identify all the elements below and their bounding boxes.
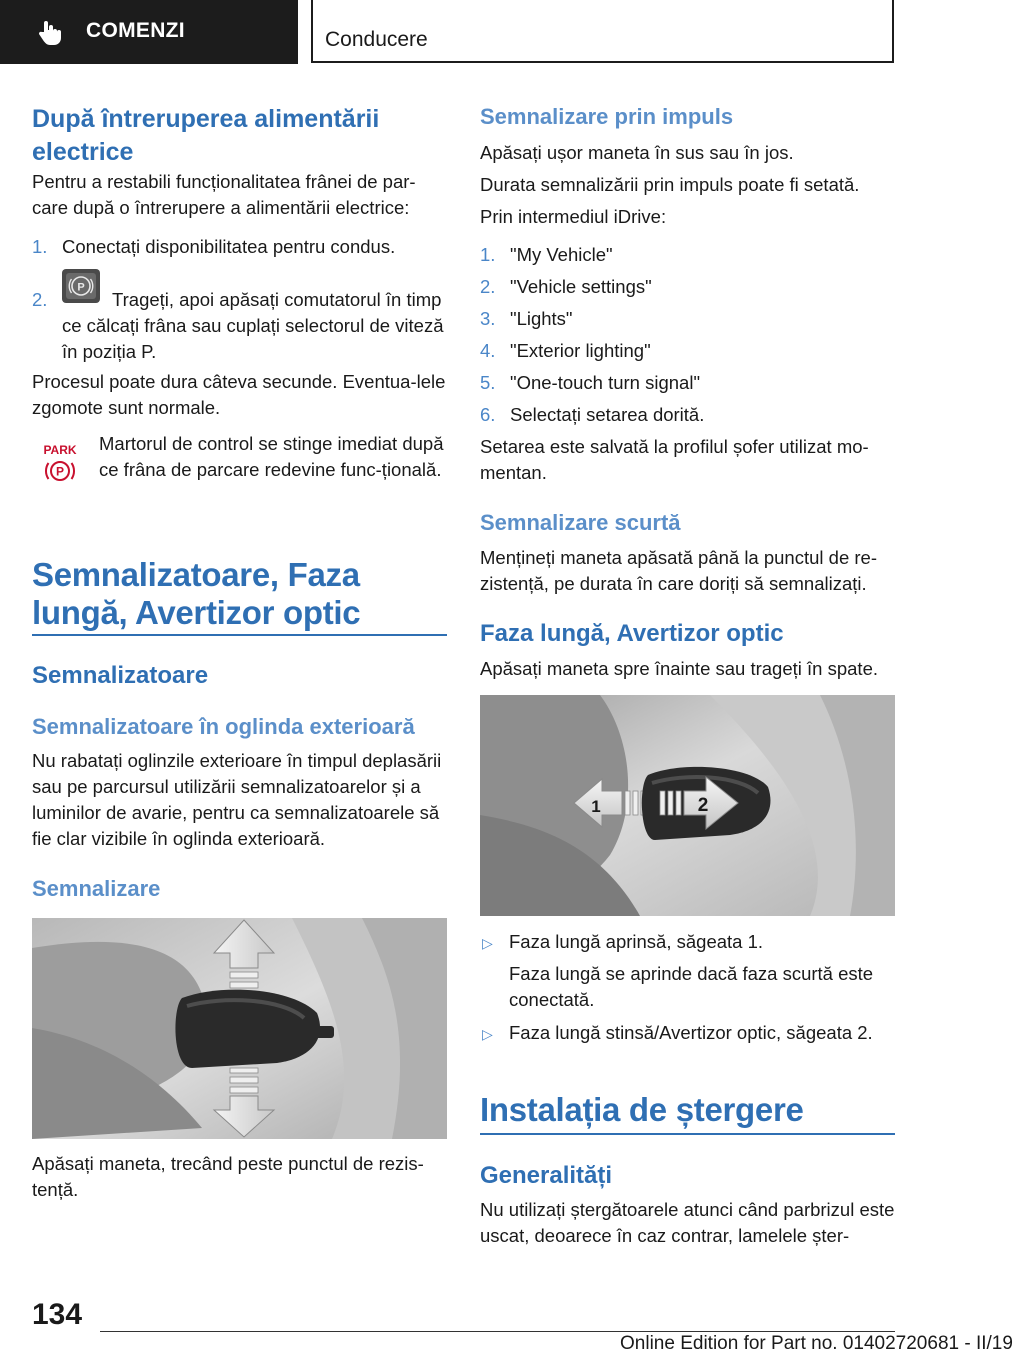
paragraph-mirror: Nu rabatați oglinzile exterioare în timpul deplasării sau pe parcursul utilizării semnalizatoarelor și a luminilor de avarie, pentru ca semnalizatoarele să fie clar vizibile în oglinda exterioară. (32, 750, 442, 849)
heading-after-power-loss: După întreruperea alimentării electrice (32, 105, 380, 166)
heading-general: Generalități (480, 1162, 613, 1189)
warning-icon-text: PARK (43, 443, 77, 457)
bullet-subtext: Faza lungă se aprinde dacă faza scurtă este conectată. (509, 963, 874, 1010)
heading-mirror-signals: Semnalizatoare în oglinda exterioară (32, 714, 415, 739)
step-number: 2. (32, 289, 48, 310)
step-number: 1. (32, 236, 48, 257)
idrive-step-number: 2. (480, 276, 496, 297)
warning-text: Martorul de control se stinge imediat după ce frâna de parcare redevine func-țională. (99, 433, 444, 480)
heading-impulse-signal: Semnalizare prin impuls (480, 104, 734, 129)
footer-edition: Online Edition for Part no. 01402720681 - II/19 (620, 1333, 1013, 1354)
heading-rule (32, 634, 447, 636)
idrive-step-text: Selectați setarea dorită. (510, 404, 705, 425)
step-text: Trageți, apoi apăsați comutatorul în timp ce călcați frâna sau cuplați selectorul de viteză în poziția P. (62, 289, 444, 362)
bullet-triangle-icon: ▷ (482, 1026, 493, 1042)
paragraph-process: Procesul poate dura câteva secunde. Eventua-lele zgomote sunt normale. (32, 371, 446, 418)
arrow-1-label: 1 (591, 797, 601, 816)
idrive-step-number: 6. (480, 404, 496, 425)
paragraph-impulse-1: Apăsați ușor maneta în sus sau în jos. (480, 142, 794, 163)
paragraph-impulse-2: Durata semnalizării prin impuls poate fi setată. (480, 174, 860, 195)
bullet-text: Faza lungă aprinsă, săgeata 1. (509, 931, 764, 952)
heading-signals-highbeam: Semnalizatoare, Faza lungă, Avertizor optic (32, 556, 361, 631)
section-title: Conducere (325, 28, 428, 51)
parking-brake-warning-icon (40, 442, 80, 484)
chapter-tab[interactable] (0, 0, 298, 64)
paragraph-press-lever: Apăsați maneta, trecând peste punctul de rezis-tență. (32, 1153, 424, 1200)
step-text: Conectați disponibilitatea pentru condus. (62, 236, 396, 257)
paragraph-power-loss: Pentru a restabili funcționalitatea frânei de par-care după o întrerupere a alimentării electrice: (32, 171, 416, 218)
heading-turn-signals: Semnalizatoare (32, 662, 209, 689)
high-beam-lever-figure (480, 695, 895, 916)
idrive-step-text: "One-touch turn signal" (510, 372, 701, 393)
heading-wiper-system: Instalația de ștergere (480, 1091, 804, 1128)
idrive-step-text: "Vehicle settings" (510, 276, 652, 297)
idrive-step-number: 4. (480, 340, 496, 361)
idrive-step-number: 1. (480, 244, 496, 265)
turn-signal-lever-figure (32, 918, 447, 1139)
footer-rule (100, 1331, 895, 1332)
paragraph-impulse-3: Prin intermediul iDrive: (480, 206, 667, 227)
svg-text:P: P (55, 464, 65, 479)
paragraph-high-beam: Apăsați maneta spre înainte sau trageți în spate. (480, 658, 878, 679)
bullet-text: Faza lungă stinsă/Avertizor optic, săgeata 2. (509, 1022, 873, 1043)
heading-rule (480, 1133, 895, 1135)
paragraph-saved: Setarea este salvată la profilul șofer utilizat mo-mentan. (480, 436, 869, 483)
idrive-step-number: 3. (480, 308, 496, 329)
heading-signaling: Semnalizare (32, 876, 161, 901)
idrive-step-text: "Lights" (510, 308, 573, 329)
paragraph-general: Nu utilizați ștergătoarele atunci când parbrizul este uscat, deoarece în caz contrar, lamelele șter- (480, 1199, 895, 1246)
svg-text:P: P (77, 281, 85, 294)
arrow-2-label: 2 (697, 795, 709, 816)
idrive-step-number: 5. (480, 372, 496, 393)
bullet-triangle-icon: ▷ (482, 935, 493, 951)
idrive-step-text: "My Vehicle" (510, 244, 613, 265)
page-number: 134 (32, 1298, 83, 1331)
paragraph-short-signal: Mențineți maneta apăsată până la punctul de re-zistență, pe durata în care doriți să semnalizați. (480, 547, 877, 594)
hand-pointer-icon (36, 18, 64, 46)
heading-high-beam: Faza lungă, Avertizor optic (480, 620, 784, 647)
idrive-step-text: "Exterior lighting" (510, 340, 651, 361)
heading-short-signal: Semnalizare scurtă (480, 510, 681, 535)
chapter-tab-label: COMENZI (86, 19, 185, 42)
